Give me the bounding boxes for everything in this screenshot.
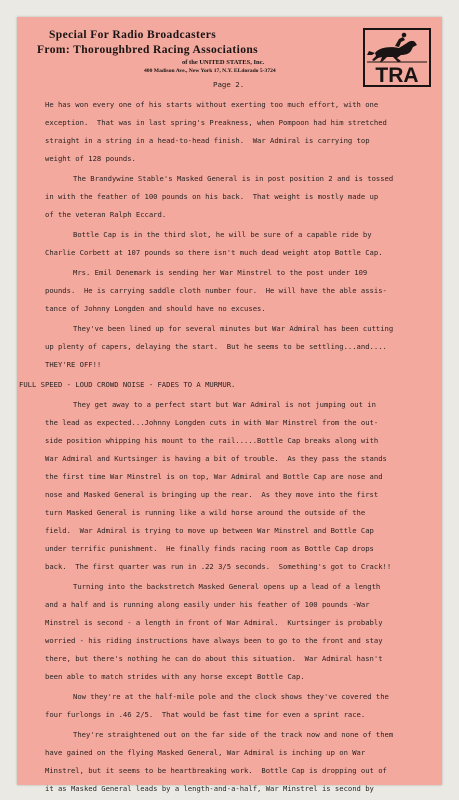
text-line: Minstrel is second - a length in front of War Admiral. Kurtsinger is probably — [45, 618, 383, 627]
text-line: side position whipping his mount to the rail.....Bottle Cap breaks along with — [45, 436, 379, 445]
text-line: of the veteran Ralph Eccard. — [45, 210, 167, 219]
text-line: nose and Masked General is bringing up the rear. As they move into the first — [45, 490, 379, 499]
text-line: Charlie Corbett at 107 pounds so there isn't much dead weight atop Bottle Cap. — [45, 248, 383, 257]
letterhead-line1: Special For Radio Broadcasters — [49, 29, 217, 41]
text-line: and a half and is running along easily under his feather of 100 pounds -War — [45, 600, 370, 609]
text-line: under terrific punishment. He finally finds racing room as Bottle Cap drops — [45, 544, 374, 553]
text-line: there, but there's nothing he can do about this situation. War Admiral hasn't — [45, 654, 383, 663]
letterhead-line3: of the UNITED STATES, Inc. — [182, 59, 265, 66]
text-line: straight in a string in a head-to-head finish. War Admiral is carrying top — [45, 136, 370, 145]
text-line: Mrs. Emil Denemark is sending her War Minstrel to the post under 109 — [73, 268, 368, 277]
text-line: The Brandywine Stable's Masked General is in post position 2 and is tossed — [73, 174, 394, 183]
text-line: They're straightened out on the far side of the track now and none of them — [73, 730, 394, 739]
text-line: turn Masked General is running like a wild horse around the outside of the — [45, 508, 366, 517]
text-line: pounds. He is carrying saddle cloth number four. He will have the able assis- — [45, 286, 387, 295]
text-line: weight of 128 pounds. — [45, 154, 136, 163]
letterhead-line2: From: Thoroughbred Racing Associations — [37, 44, 259, 56]
text-line: Minstrel, but it seems to be heartbreaking work. Bottle Cap is dropping out of — [45, 766, 387, 775]
text-line: up plenty of capers, delaying the start. But he seems to be settling...and.... — [45, 342, 387, 351]
text-line: been able to match strides with any horse except Bottle Cap. — [45, 672, 305, 681]
text-line: field. War Admiral is trying to move up between War Minstrel and Bottle Cap — [45, 526, 374, 535]
text-line: War Admiral and Kurtsinger is having a bit of trouble. As they pass the stands — [45, 454, 387, 463]
text-line: They've been lined up for several minutes but War Admiral has been cutting — [73, 324, 394, 333]
letterhead-address: 400 Madison Ave., New York 17, N.Y. ELdorado 5-3724 — [144, 68, 276, 74]
sound-cue: FULL SPEED - LOUD CROWD NOISE - FADES TO A MURMUR. — [19, 380, 236, 389]
text-line: the first time War Minstrel is on top, War Admiral and Bottle Cap are nose and — [45, 472, 383, 481]
document-page — [17, 17, 442, 793]
text-line: THEY'RE OFF!! — [45, 360, 102, 369]
text-line: it as Masked General leads by a length-and-a-half, War Minstrel is second by — [45, 784, 374, 793]
text-line: in with the feather of 100 pounds on his back. That weight is mostly made up — [45, 192, 379, 201]
text-line: have gained on the flying Masked General, War Admiral is inching up on War — [45, 748, 366, 757]
text-line: worried - his riding instructions have always been to go to the front and stay — [45, 636, 383, 645]
logo-text: TRA — [375, 64, 419, 87]
page-number: Page 2. — [213, 80, 245, 89]
text-line: the lead as expected...Johnny Longden cuts in with War Minstrel from the out- — [45, 418, 379, 427]
text-line: back. The first quarter was run in .22 3/5 seconds. Something's got to Crack!! — [45, 562, 392, 571]
text-line: tance of Johnny Longden and should have no excuses. — [45, 304, 266, 313]
text-line: exception. That was in last spring's Preakness, when Pompoon had him stretched — [45, 118, 387, 127]
text-line: They get away to a perfect start but War Admiral is not jumping out in — [73, 400, 376, 409]
text-line: He has won every one of his starts without exerting too much effort, with one — [45, 100, 379, 109]
text-line: Bottle Cap is in the third slot, he will be sure of a capable ride by — [73, 230, 372, 239]
script-body — [17, 17, 442, 793]
text-line: four furlongs in .46 2/5. That would be fast time for even a sprint race. — [45, 710, 366, 719]
text-line: Now they're at the half-mile pole and the clock shows they've covered the — [73, 692, 389, 701]
text-line: Turning into the backstretch Masked General opens up a lead of a length — [73, 582, 381, 591]
